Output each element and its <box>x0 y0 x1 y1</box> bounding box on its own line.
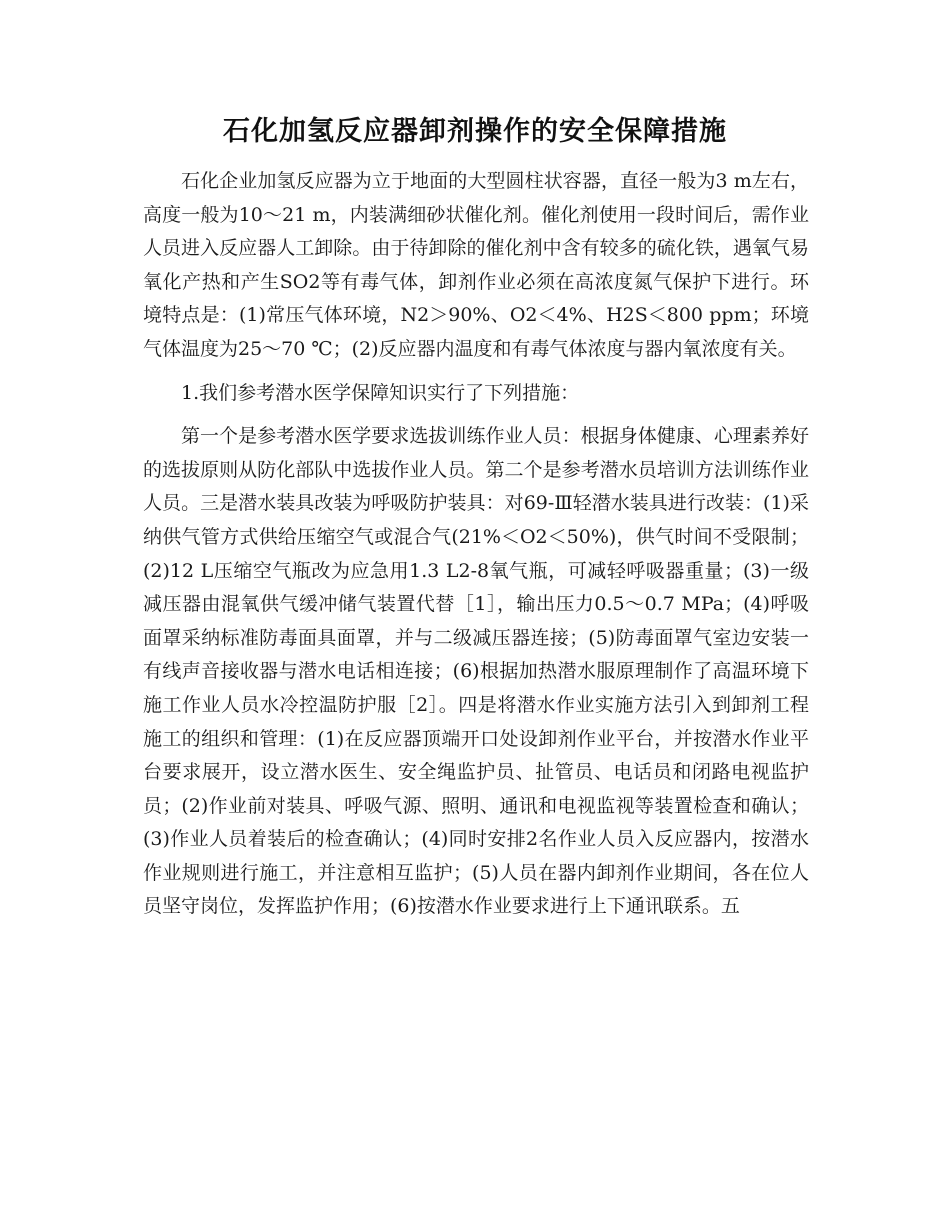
paragraph-measures: 第一个是参考潜水医学要求选拔训练作业人员：根据身体健康、心理素养好的选拔原则从防化部队中选拔作业人员。第二个是参考潜水员培训方法训练作业人员。三是潜水装具改装为呼吸防护装具：对69-Ⅲ轻潜水装具进行改装：(1)采纳供气管方式供给压缩空气或混合气(21%＜O2＜50%)，供气时间不受限制；(2)12 L压缩空气瓶改为应急用1.3 L2-8氧气瓶，可减轻呼吸器重量；(3)一级减压器由混氧供气缓冲储气装置代替［1］，输出压力0.5～0.7 MPa；(4)呼吸面罩采纳标准防毒面具面罩，并与二级减压器连接；(5)防毒面罩气室边安装一有线声音接收器与潜水电话相连接；(6)根据加热潜水服原理制作了高温环境下施工作业人员水冷控温防护服［2］。四是将潜水作业实施方法引入到卸剂工程施工的组织和管理：(1)在反应器顶端开口处设卸剂作业平台，并按潜水作业平台要求展开，设立潜水医生、安全绳监护员、扯管员、电话员和闭路电视监护员；(2)作业前对装具、呼吸气源、照明、通讯和电视监视等装置检查和确认；(3)作业人员着装后的检查确认；(4)同时安排2名作业人员入反应器内，按潜水作业规则进行施工，并注意相互监护；(5)人员在器内卸剂作业期间，各在位人员坚守岗位，发挥监护作用；(6)按潜水作业要求进行上下通讯联系。五 <box>143 425 809 918</box>
document-title: 石化加氢反应器卸剂操作的安全保障措施 <box>223 116 727 147</box>
document-body <box>143 165 809 924</box>
paragraph-intro: 石化企业加氢反应器为立于地面的大型圆柱状容器，直径一般为3 m左右，高度一般为10～21 m，内装满细砂状催化剂。催化剂使用一段时间后，需作业人员进入反应器人工卸除。由于待卸除的催化剂中含有较多的硫化铁，遇氧气易氧化产热和产生SO2等有毒气体，卸剂作业必须在高浓度氮气保护下进行。环境特点是：(1)常压气体环境，N2＞90%、O2＜4%、H2S＜800 ppm；环境气体温度为25～70 ℃；(2)反应器内温度和有毒气体浓度与器内氧浓度有关。 <box>143 170 809 360</box>
paragraph-section-heading: 1.我们参考潜水医学保障知识实行了下列措施： <box>181 381 580 404</box>
